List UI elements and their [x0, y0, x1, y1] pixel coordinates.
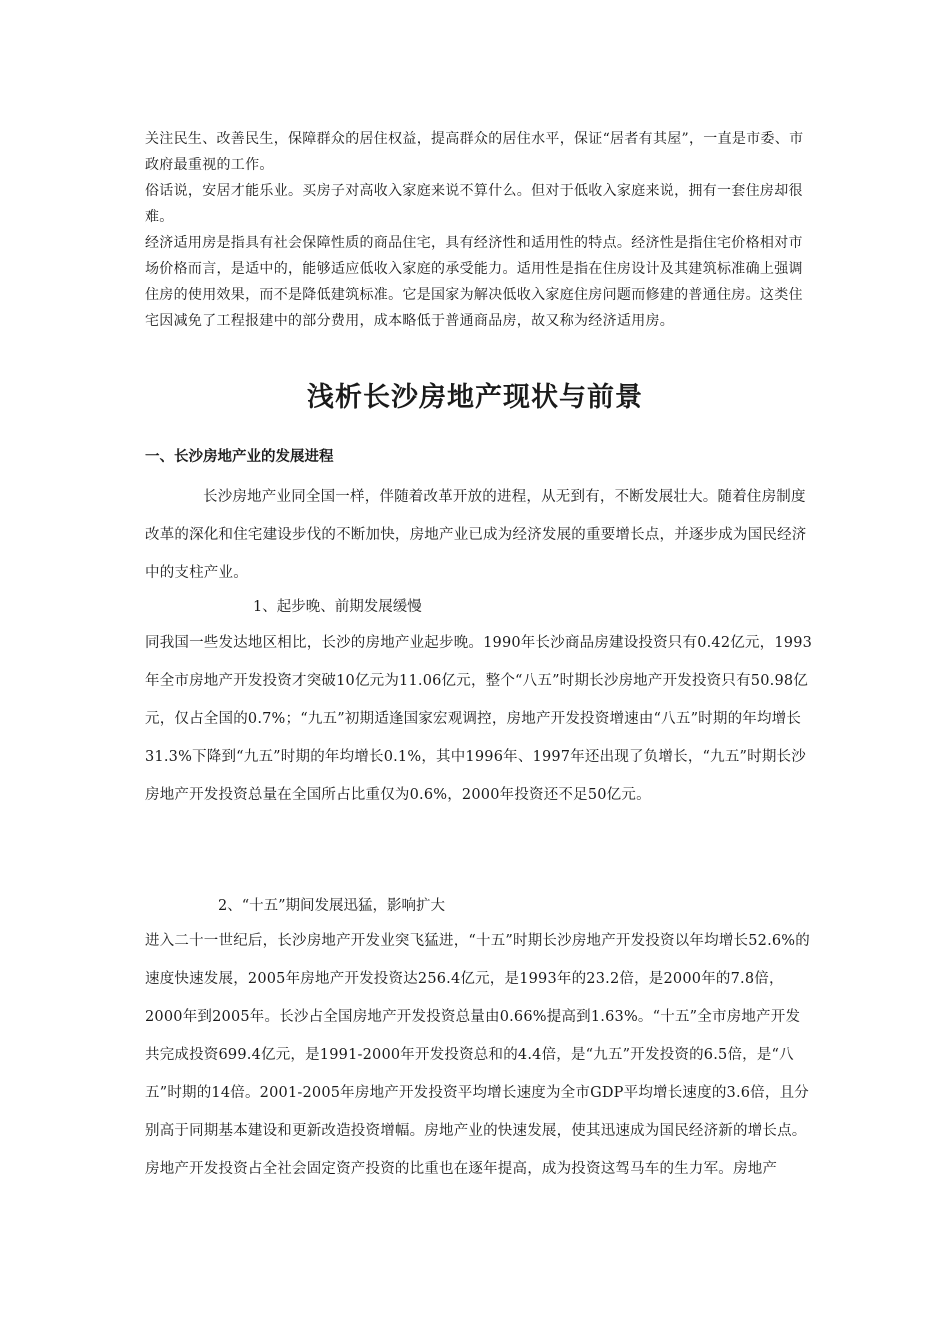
section-heading: 一、长沙房地产业的发展进程	[145, 448, 334, 465]
subsection-paragraph-2: 进入二十一世纪后，长沙房地产开发业突飞猛进，“十五”时期长沙房地产开发投资以年均增长52.6%的速度快速发展，2005年房地产开发投资达256.4亿元，是1993年的23.2倍，是2000年的7.8倍，2000年到2005年。长沙占全国房地产开发投资总量由0.66%提高到1.63%。“十五”全市房地产开发共完成投资699.4亿元，是1991-2000年开发投资总和的4.4倍，是“九五”开发投资的6.5倍，是“八五”时期的14倍。2001-2005年房地产开发投资平均增长速度为全市GDP平均增长速度的3.6倍，且分别高于同期基本建设和更新改造投资增幅。房地产业的快速发展，使其迅速成为国民经济新的增长点。房地产开发投资占全社会固定资产投资的比重也在逐年提高，成为投资这驾马车的生力军。房地产	[145, 933, 810, 1177]
intro-paragraph: 经济适用房是指具有社会保障性质的商品住宅，具有经济性和适用性的特点。经济性是指住宅价格相对市场价格而言，是适中的，能够适应低收入家庭的承受能力。适用性是指在住房设计及其建筑标准确上强调住房的使用效果，而不是降低建筑标准。它是国家为解决低收入家庭住房问题而修建的普通住房。这类住宅因减免了工程报建中的部分费用，成本略低于普通商品房，故又称为经济适用房。	[145, 235, 803, 329]
intro-paragraph: 关注民生、改善民生，保障群众的居住权益，提高群众的居住水平，保证“居者有其屋”，一直是市委、市政府最重视的工作。	[145, 131, 804, 173]
section-intro	[145, 478, 813, 592]
subsection-heading-2: 2、“十五”期间发展迅猛，影响扩大	[218, 898, 446, 914]
subsection-paragraph-1: 同我国一些发达地区相比，长沙的房地产业起步晚。1990年长沙商品房建设投资只有0.42亿元，1993年全市房地产开发投资才突破10亿元为11.06亿元，整个“八五”时期长沙房地产开发投资只有50.98亿元，仅占全国的0.7%；“九五”初期适逢国家宏观调控，房地产开发投资增速由“八五”时期的年均增长31.3%下降到“九五”时期的年均增长0.1%，其中1996年、1997年还出现了负增长，“九五”时期长沙房地产开发投资总量在全国所占比重仅为0.6%，2000年投资还不足50亿元。	[145, 635, 813, 803]
section-intro-paragraph: 长沙房地产业同全国一样，伴随着改革开放的进程，从无到有，不断发展壮大。随着住房制度改革的深化和住宅建设步伐的不断加快，房地产业已成为经济发展的重要增长点，并逐步成为国民经济中的支柱产业。	[145, 489, 807, 581]
intro-paragraph: 俗话说，安居才能乐业。买房子对高收入家庭来说不算什么。但对于低收入家庭来说，拥有一套住房却很难。	[145, 183, 803, 225]
page-title: 浅析长沙房地产现状与前景	[307, 382, 643, 413]
intro-text	[145, 126, 813, 334]
subsection-body-2	[145, 922, 813, 1188]
subsection-heading-1: 1、起步晚、前期发展缓慢	[253, 599, 422, 615]
subsection-body-1	[145, 624, 813, 814]
